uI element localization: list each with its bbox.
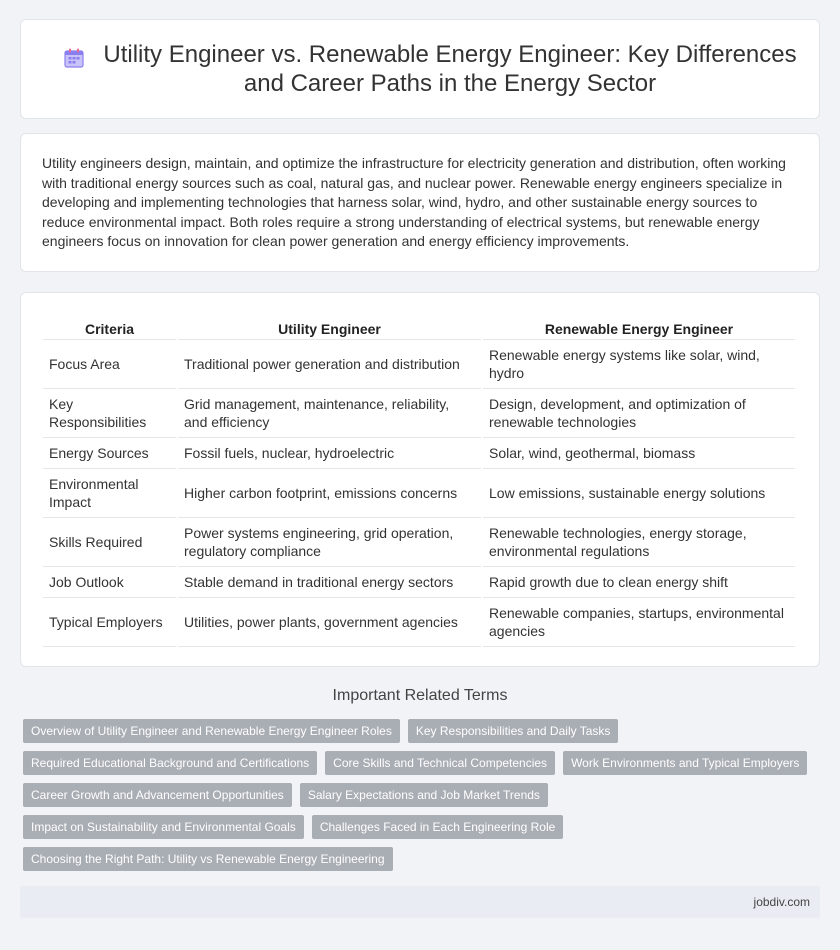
table-cell: Job Outlook — [43, 567, 176, 598]
table-cell: Higher carbon footprint, emissions concerns — [178, 469, 481, 518]
intro-text: Utility engineers design, maintain, and optimize the infrastructure for electricity generation and distribution, often working with traditional energy sources such as coal, natural gas, and nuclear power. Renewable energy engineers specialize in developing and implementing technologies that harness solar, wind, hydro, and other sustainable energy sources to reduce environmental impact. Both roles require a strong understanding of electrical systems, but renewable energy engineers focus on innovation for clean power generation and energy efficiency improvements. — [42, 155, 786, 249]
table-cell: Grid management, maintenance, reliability, and efficiency — [178, 389, 481, 438]
table-cell: Low emissions, sustainable energy solutions — [483, 469, 795, 518]
related-term-tag[interactable]: Challenges Faced in Each Engineering Role — [312, 815, 563, 839]
related-term-tag[interactable]: Key Responsibilities and Daily Tasks — [408, 719, 619, 743]
comparison-card — [20, 292, 820, 667]
table-cell: Key Responsibilities — [43, 389, 176, 438]
related-term-tag[interactable]: Work Environments and Typical Employers — [563, 751, 807, 775]
table-cell: Focus Area — [43, 340, 176, 389]
table-cell: Solar, wind, geothermal, biomass — [483, 438, 795, 469]
related-term-tag[interactable]: Core Skills and Technical Competencies — [325, 751, 555, 775]
table-cell: Traditional power generation and distribution — [178, 340, 481, 389]
comparison-table — [41, 313, 797, 647]
header-card — [20, 19, 820, 119]
table-cell: Rapid growth due to clean energy shift — [483, 567, 795, 598]
table-row — [43, 438, 795, 469]
table-row — [43, 469, 795, 518]
table-cell: Environmental Impact — [43, 469, 176, 518]
table-row — [43, 389, 795, 438]
table-row — [43, 567, 795, 598]
table-row — [43, 340, 795, 389]
table-header-renewable: Renewable Energy Engineer — [483, 313, 795, 340]
table-cell: Renewable energy systems like solar, wind, hydro — [483, 340, 795, 389]
table-cell: Power systems engineering, grid operation, regulatory compliance — [178, 518, 481, 567]
table-cell: Renewable companies, startups, environmental agencies — [483, 598, 795, 647]
related-term-tag[interactable]: Impact on Sustainability and Environmental Goals — [23, 815, 304, 839]
table-row — [43, 598, 795, 647]
related-term-tag[interactable]: Salary Expectations and Job Market Trends — [300, 783, 548, 807]
table-row — [43, 518, 795, 567]
related-terms-list — [23, 719, 823, 879]
table-header-criteria: Criteria — [43, 313, 176, 340]
table-header-utility: Utility Engineer — [178, 313, 481, 340]
related-term-tag[interactable]: Choosing the Right Path: Utility vs Renewable Energy Engineering — [23, 847, 393, 871]
footer-brand[interactable]: jobdiv.com — [753, 895, 810, 909]
table-cell: Skills Required — [43, 518, 176, 567]
table-cell: Utilities, power plants, government agencies — [178, 598, 481, 647]
table-cell: Typical Employers — [43, 598, 176, 647]
intro-card — [20, 133, 820, 272]
related-term-tag[interactable]: Overview of Utility Engineer and Renewable Energy Engineer Roles — [23, 719, 400, 743]
page-title: Utility Engineer vs. Renewable Energy Engineer: Key Differences and Career Paths in the Energy Sector — [103, 41, 797, 97]
related-term-tag[interactable]: Required Educational Background and Certifications — [23, 751, 317, 775]
related-terms-title: Important Related Terms — [332, 687, 508, 704]
table-cell: Design, development, and optimization of renewable technologies — [483, 389, 795, 438]
footer — [20, 886, 820, 918]
table-cell: Fossil fuels, nuclear, hydroelectric — [178, 438, 481, 469]
related-term-tag[interactable]: Career Growth and Advancement Opportunities — [23, 783, 292, 807]
table-cell: Energy Sources — [43, 438, 176, 469]
table-cell: Renewable technologies, energy storage, environmental regulations — [483, 518, 795, 567]
table-cell: Stable demand in traditional energy sectors — [178, 567, 481, 598]
